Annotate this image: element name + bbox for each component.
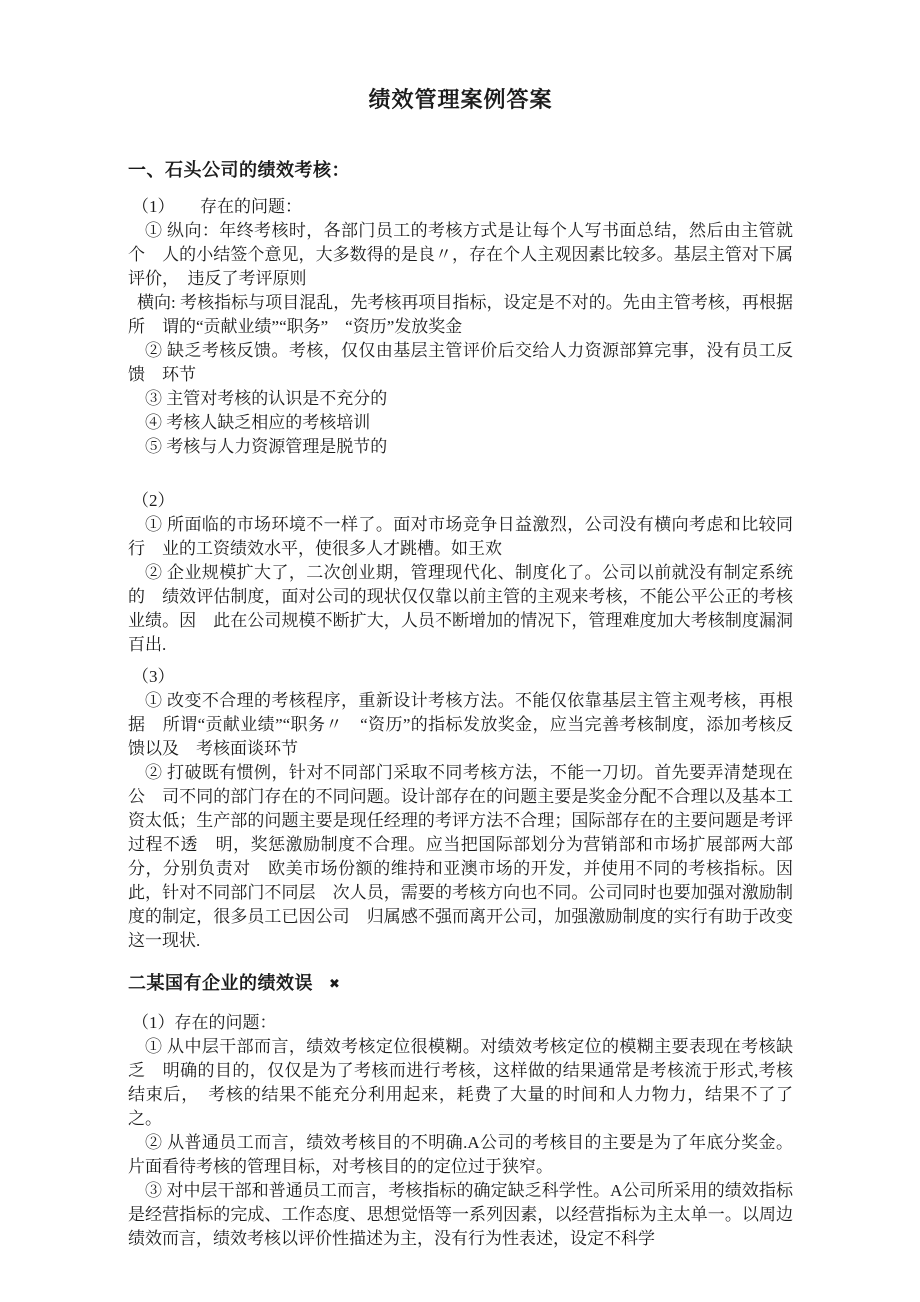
section-heading	[128, 158, 793, 184]
document-title: 绩效管理案例答案	[368, 88, 553, 113]
list-label: （3）	[132, 667, 175, 686]
paragraph: ② 从普通员工而言，绩效考核目的不明确.A公司的考核目的主要是为了年底分奖金。片面看待考核的管理目标，对考核目的的定位过于狭窄。	[128, 1133, 793, 1176]
paragraph: ① 改变不合理的考核程序，重新设计考核方法。不能仅依靠基层主管主观考核，再根据 所谓“贡献业绩”“职务〃 “资历”的指标发放奖金，应当完善考核制度，添加考核反馈以及 考核面谈环节	[128, 691, 793, 758]
cross-mark-icon: ✖	[329, 976, 341, 992]
paragraph: ② 缺乏考核反馈。考核，仅仅由基层主管评价后交给人力资源部算完事，没有员工反馈 环节	[128, 341, 793, 384]
section-heading	[128, 971, 793, 997]
paragraph: ② 企业规模扩大了，二次创业期，管理现代化、制度化了。公司以前就没有制定系统的 绩效评估制度，面对公司的现状仅仅靠以前主管的主观来考核，不能公平公正的考核业绩。因 此在公司规模不断扩大，人员不断增加的情况下，管理难度加大考核制度漏洞百出.	[128, 563, 793, 654]
paragraph: ① 纵向：年终考核时，各部门员工的考核方式是让每个人写书面总结，然后由主管就个 人的小结签个意见，大多数得的是良〃，存在个人主观因素比较多。基层主管对下属评价， 违反了考评原则	[128, 221, 793, 288]
section-blocks	[128, 195, 793, 953]
document-section	[128, 158, 793, 953]
paragraph: ① 从中层干部而言，绩效考核定位很模糊。对绩效考核定位的模糊主要表现在考核缺乏 明确的目的，仅仅是为了考核而进行考核，这样做的结果通常是考核流于形式,考核结束后， 考核的结果不能充分利用起来，耗费了大量的时间和人力物力，结果不了了之。	[128, 1037, 793, 1128]
paragraph: ③ 主管对考核的认识是不充分的	[145, 389, 388, 408]
list-label: （1）存在的问题：	[132, 1013, 277, 1032]
section-heading-text: 一、石头公司的绩效考核：	[128, 160, 350, 181]
document-body	[128, 158, 793, 1251]
section-heading-text: 二某国有企业的绩效误	[128, 973, 313, 994]
section-blocks	[128, 1011, 793, 1251]
document-section	[128, 971, 793, 1251]
paragraph: ④ 考核人缺乏相应的考核培训	[145, 413, 371, 432]
paragraph: ⑤ 考核与人力资源管理是脱节的	[145, 437, 388, 456]
list-label: （2）	[132, 491, 175, 510]
paragraph: 横向: 考核指标与项目混乱，先考核再项目指标，设定是不对的。先由主管考核，再根据所 谓的“贡献业绩”“职务” “资历”发放奖金	[128, 293, 793, 336]
paragraph: ① 所面临的市场环境不一样了。面对市场竞争日益激烈，公司没有横向考虑和比较同行 业的工资绩效水平，使很多人才跳槽。如王欢	[128, 515, 793, 558]
list-label: （1） 存在的问题：	[132, 197, 302, 216]
paragraph: ③ 对中层干部和普通员工而言，考核指标的确定缺乏科学性。A公司所采用的绩效指标是经营指标的完成、工作态度、思想觉悟等一系列因素，以经营指标为主太单一。以周边绩效而言，绩效考核以评价性描述为主，没有行为性表述，设定不科学	[128, 1181, 793, 1248]
paragraph: ② 打破既有惯例，针对不同部门采取不同考核方法，不能一刀切。首先要弄清楚现在公 司不同的部门存在的不同问题。设计部存在的问题主要是奖金分配不合理以及基本工资太低；生产部的问题主要是现任经理的考评方法不合理；国际部存在的主要问题是考评过程不透 明，奖惩激励制度不合理。应当把国际部划分为营销部和市场扩展部两大部分，分别负责对 欧美市场份额的维持和亚澳市场的开发，并使用不同的考核指标。因此，针对不同部门不同层 次人员，需要的考核方向也不同。公司同时也要加强对激励制度的制定，很多员工已因公司 归属感不强而离开公司，加强激励制度的实行有助于改变这一现状.	[128, 763, 793, 950]
